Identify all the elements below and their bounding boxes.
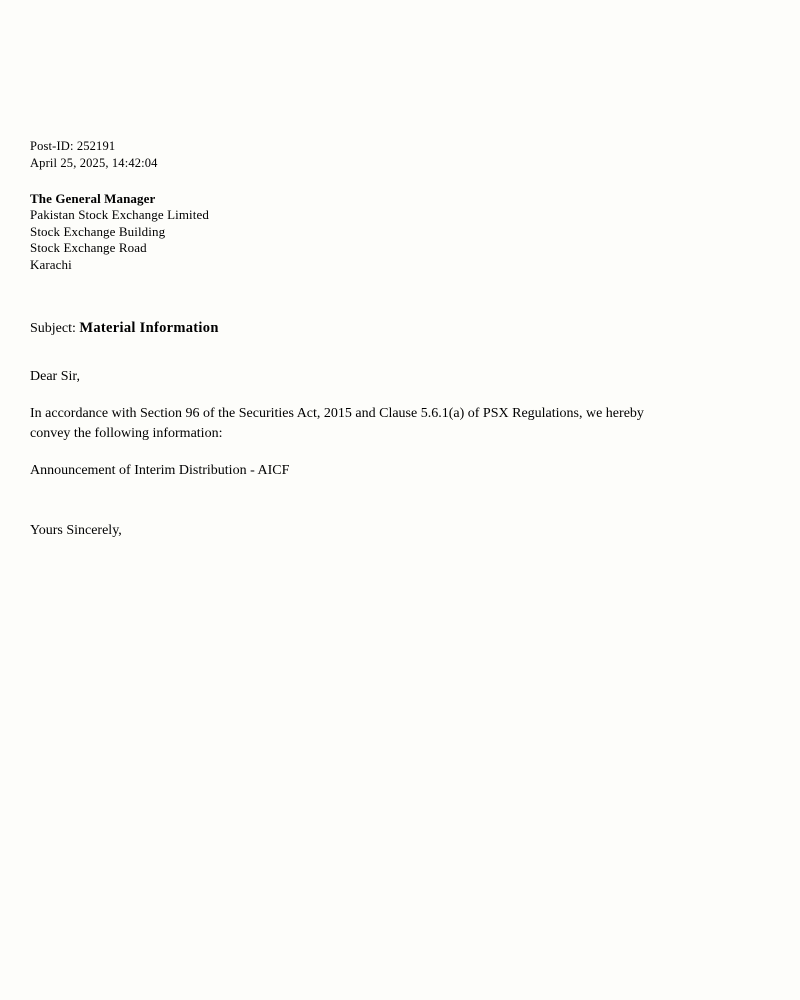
addressee-title: The General Manager — [30, 191, 156, 206]
spacer — [30, 273, 730, 319]
spacer — [30, 172, 730, 190]
subject-label: Subject: — [30, 321, 76, 336]
addressee-line-4: Karachi — [30, 256, 72, 272]
spacer — [30, 480, 730, 522]
addressee-line-1: Pakistan Stock Exchange Limited — [30, 207, 209, 222]
subject-row — [30, 319, 730, 338]
closing-text: Yours Sincerely, — [30, 523, 122, 538]
announcement-text: Announcement of Interim Distribution - AICF — [30, 463, 290, 478]
body-paragraph: In accordance with Section 96 of the Securities Act, 2015 and Clause 5.6.1(a) of PSX Regulations, we hereby convey the following information: — [30, 406, 644, 441]
post-timestamp: April 25, 2025, 14:42:04 — [30, 156, 158, 170]
spacer — [30, 443, 730, 461]
spacer — [30, 338, 730, 368]
salutation: Dear Sir, — [30, 369, 80, 384]
addressee-line-3: Stock Exchange Road — [30, 240, 147, 255]
letter-body — [30, 138, 730, 540]
subject-value: Material Information — [79, 320, 219, 336]
post-id: Post-ID: 252191 — [30, 139, 116, 153]
spacer — [30, 386, 730, 404]
addressee-line-2: Stock Exchange Building — [30, 223, 166, 239]
